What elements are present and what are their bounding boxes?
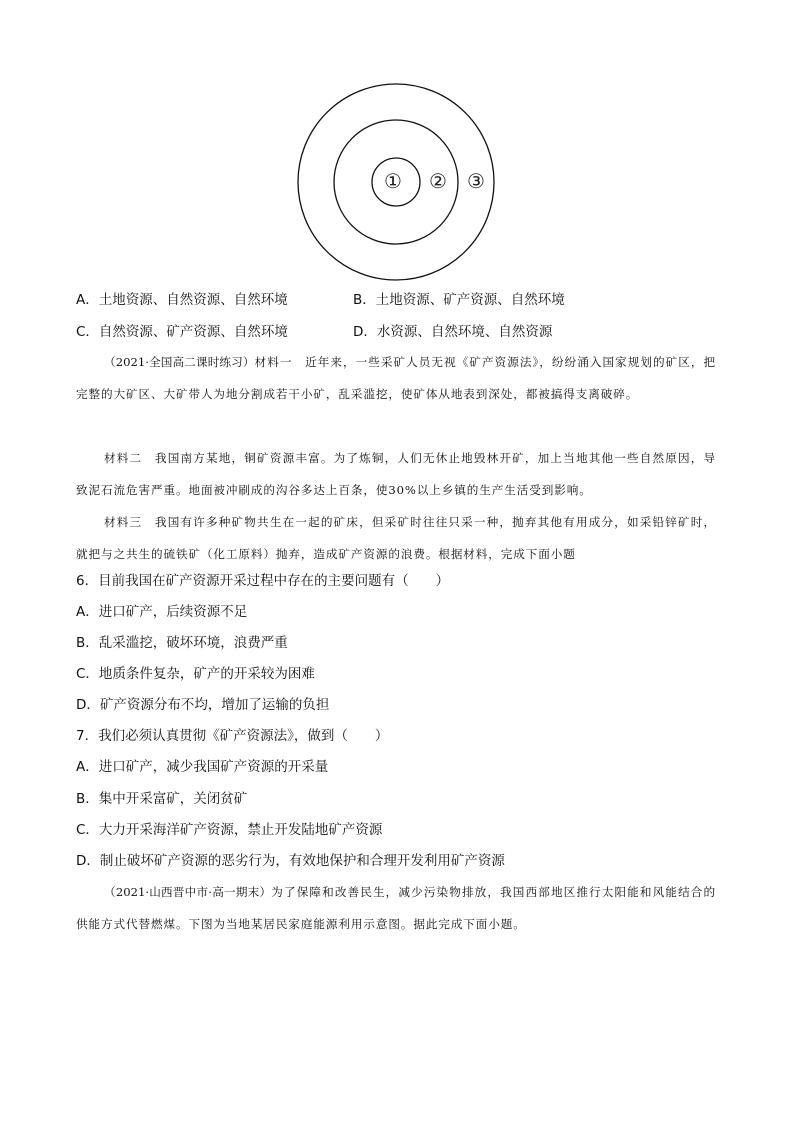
- q5-option-a: A．土地资源、自然资源、自然环境: [76, 292, 288, 308]
- q7-option-d: D．制止破坏矿产资源的恶劣行为，有效地保护和合理开发利用矿产资源: [76, 853, 505, 869]
- q7-option-a: A．进口矿产，减少我国矿产资源的开采量: [76, 759, 329, 775]
- material-one-text: 材料一 近年来，一些采矿人员无视《矿产资源法》，纷纷涌入国家规划的矿区，把完整的大矿区、大矿带人为地分割成若干小矿，乱采滥挖，使矿体从地表到深处，都被搞得支离破碎。: [76, 355, 716, 401]
- q6-option-c: C．地质条件复杂，矿产的开采较为困难: [76, 666, 315, 682]
- q5-option-c: C．自然资源、矿产资源、自然环境: [76, 324, 288, 340]
- q6-option-a: A．进口矿产，后续资源不足: [76, 604, 248, 620]
- q5-option-d: D．水资源、自然环境、自然资源: [353, 324, 553, 340]
- q7-stem: 7．我们必须认真贯彻《矿产资源法》，做到（ ）: [76, 728, 389, 744]
- material-three: 材料三 我国有许多种矿物共生在一起的矿床，但采矿时往往只采一种，抛弃其他有用成分，如采铅锌矿时，就把与之共生的硫铁矿（化工原料）抛弃，造成矿产资源的浪费。根据材料，完成下面小题: [76, 515, 716, 561]
- circles-svg: [296, 82, 496, 282]
- concentric-circles-diagram: [296, 82, 496, 282]
- q7-option-c: C．大力开采海洋矿产资源，禁止开发陆地矿产资源: [76, 822, 383, 838]
- next-source-tag: （2021·山西晋中市·高一期末）: [104, 885, 272, 899]
- next-material: [76, 876, 716, 940]
- label-3: ③: [467, 169, 485, 193]
- label-1: ①: [384, 169, 402, 193]
- label-2: ②: [429, 169, 447, 193]
- next-material-text: 为了保障和改善民生，减少污染物排放，我国西部地区推行太阳能和风能结合的供能方式代替燃煤。下图为当地某居民家庭能源利用示意图。据此完成下面小题。: [76, 885, 716, 931]
- source-tag: （2021·全国高二课时练习）: [104, 355, 255, 369]
- q5-option-b: B．土地资源、矿产资源、自然环境: [353, 292, 565, 308]
- q6-option-d: D．矿产资源分布不均，增加了运输的负担: [76, 697, 330, 713]
- material-two: 材料二 我国南方某地，铜矿资源丰富。为了炼铜，人们无休止地毁林开矿，加上当地其他一些自然原因，导致泥石流危害严重。地面被冲刷成的沟谷多达上百条，使30%以上乡镇的生产生活受到影响。: [76, 451, 716, 497]
- q6-option-b: B．乱采滥挖，破坏环境，浪费严重: [76, 635, 288, 651]
- q6-stem: 6．目前我国在矿产资源开采过程中存在的主要问题有（ ）: [76, 573, 450, 589]
- q7-option-b: B．集中开采富矿，关闭贫矿: [76, 791, 248, 807]
- material-one: [76, 346, 716, 410]
